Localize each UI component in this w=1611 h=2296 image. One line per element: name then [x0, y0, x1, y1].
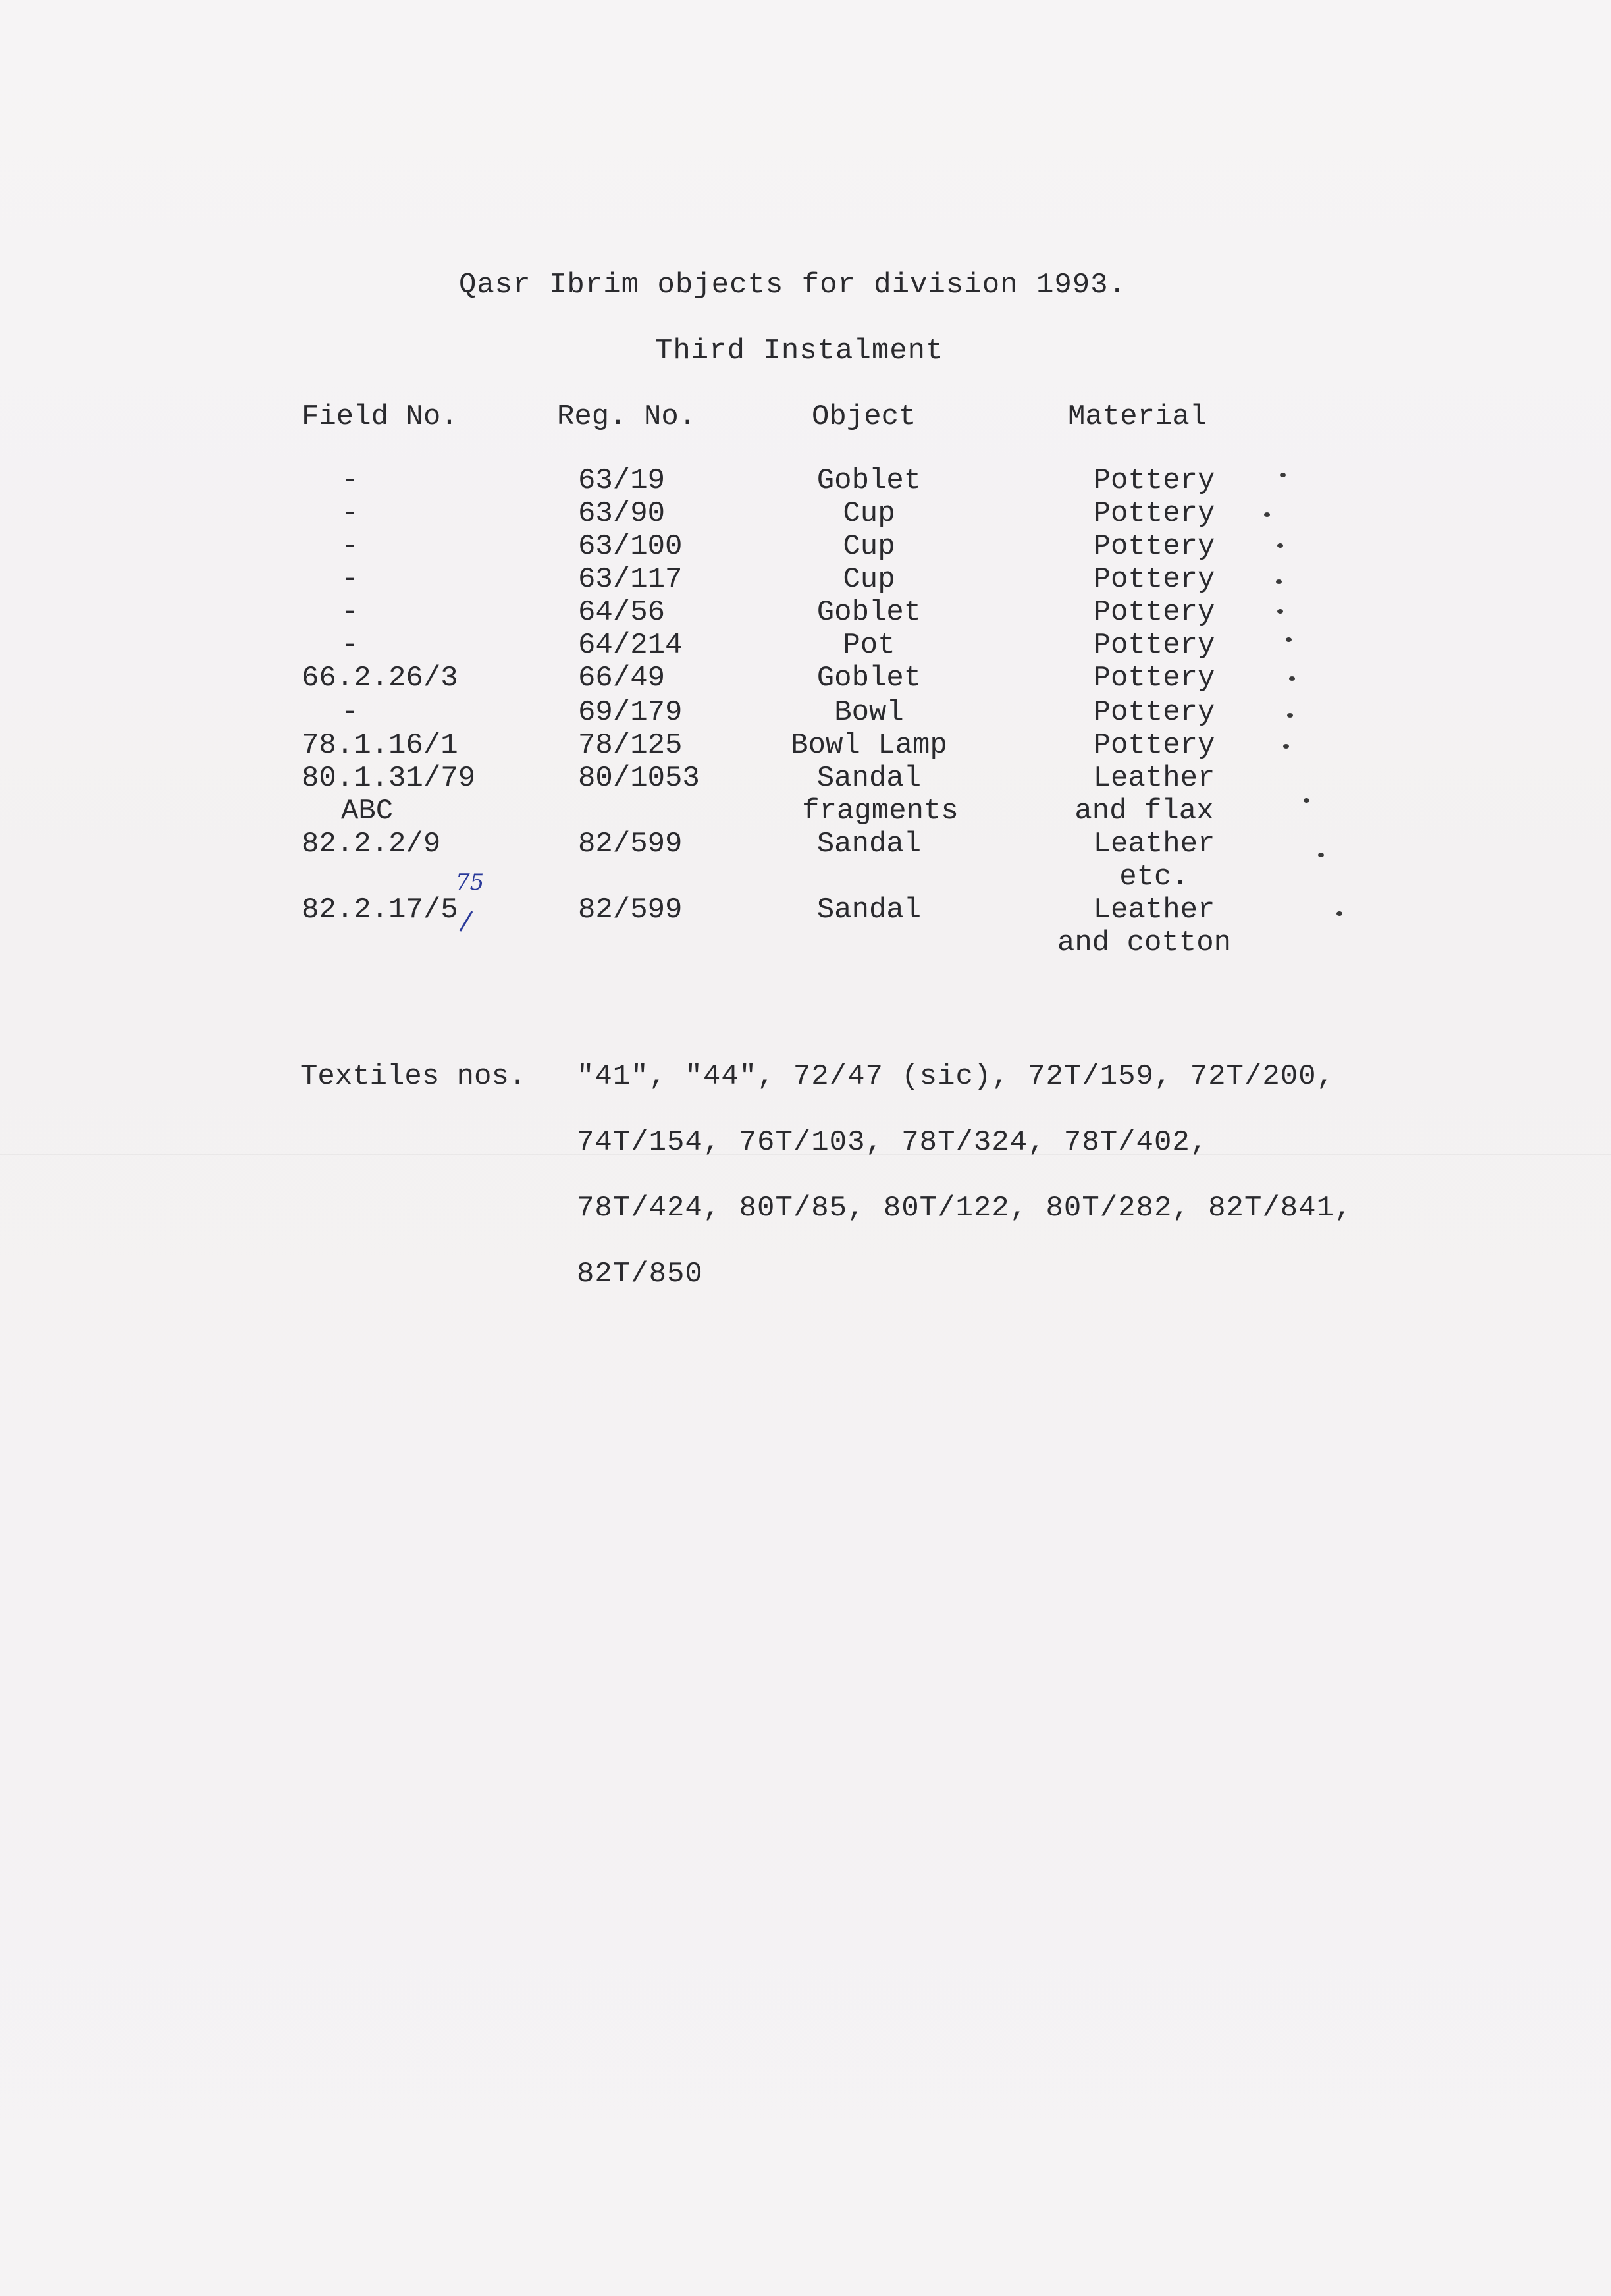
document-title: Qasr Ibrim objects for division 1993.	[459, 269, 1126, 302]
field-no-cell: 82.2.17/5	[302, 894, 458, 926]
reg-no-cell: 78/125	[578, 729, 683, 762]
reg-no-cell: 63/100	[578, 530, 683, 563]
textiles-line: 74T/154, 76T/103, 78T/324, 78T/402,	[577, 1126, 1209, 1159]
textiles-line: 82T/850	[577, 1258, 703, 1291]
object-cell: Cup	[843, 563, 895, 596]
material-cell: Pottery	[1093, 629, 1215, 662]
reg-no-cell: 63/19	[578, 464, 666, 497]
material-cell: and cotton	[1057, 926, 1232, 959]
field-no-cell: -	[341, 696, 359, 729]
textiles-label: Textiles nos.	[300, 1060, 527, 1093]
header-reg-no: Reg. No.	[557, 400, 697, 433]
field-no-cell: -	[341, 596, 359, 629]
reg-no-cell: 80/1053	[578, 762, 700, 795]
pencil-tick-mark	[1277, 609, 1283, 614]
object-cell: Sandal	[816, 894, 922, 926]
reg-no-cell: 82/599	[578, 828, 683, 861]
field-no-cell: -	[341, 530, 359, 563]
reg-no-cell: 64/214	[578, 629, 683, 662]
object-cell: Goblet	[816, 464, 922, 497]
field-no-cell: -	[341, 464, 359, 497]
object-cell: Sandal	[816, 828, 922, 861]
material-cell: Pottery	[1093, 662, 1215, 695]
pencil-tick-mark	[1280, 473, 1286, 477]
field-no-cell: -	[341, 497, 359, 530]
material-cell: Pottery	[1093, 497, 1215, 530]
reg-no-cell: 66/49	[578, 662, 666, 695]
pencil-tick-mark	[1276, 579, 1282, 584]
material-cell: Pottery	[1093, 464, 1215, 497]
material-cell: Pottery	[1093, 729, 1215, 762]
header-field-no: Field No.	[302, 400, 458, 433]
reg-no-cell: 63/90	[578, 497, 666, 530]
object-cell: Bowl Lamp	[791, 729, 947, 762]
material-cell: Leather	[1093, 894, 1215, 926]
pencil-tick-mark	[1287, 713, 1293, 718]
object-cell: Bowl	[834, 696, 904, 729]
object-cell: Cup	[843, 530, 895, 563]
material-cell: Pottery	[1093, 696, 1215, 729]
handwritten-correction: 75	[456, 869, 485, 895]
header-material: Material	[1068, 400, 1207, 433]
material-cell: Pottery	[1093, 563, 1215, 596]
field-no-cell: 82.2.2/9	[302, 828, 441, 861]
pencil-tick-mark	[1264, 512, 1270, 517]
material-cell: Pottery	[1093, 596, 1215, 629]
pencil-tick-mark	[1277, 543, 1283, 548]
reg-no-cell: 69/179	[578, 696, 683, 729]
field-no-cell: ABC	[341, 795, 394, 828]
material-cell: Pottery	[1093, 530, 1215, 563]
pencil-tick-mark	[1286, 637, 1292, 642]
object-cell: Goblet	[816, 662, 922, 695]
handwritten-overwrite-mark	[458, 907, 475, 934]
field-no-cell: 66.2.26/3	[302, 662, 458, 695]
material-cell: Leather	[1093, 762, 1215, 795]
object-cell: Sandal	[816, 762, 922, 795]
pencil-tick-mark	[1336, 911, 1342, 916]
reg-no-cell: 63/117	[578, 563, 683, 596]
textiles-line: 78T/424, 80T/85, 80T/122, 80T/282, 82T/841,	[577, 1192, 1353, 1225]
textiles-line: "41", "44", 72/47 (sic), 72T/159, 72T/200,	[577, 1060, 1334, 1093]
field-no-cell: -	[341, 563, 359, 596]
pencil-tick-mark	[1318, 853, 1324, 857]
material-cell: etc.	[1119, 861, 1189, 894]
material-cell: and flax	[1074, 795, 1214, 828]
object-cell: fragments	[802, 795, 959, 828]
pencil-tick-mark	[1304, 798, 1309, 803]
field-no-cell: 80.1.31/79	[302, 762, 476, 795]
object-cell: Goblet	[816, 596, 922, 629]
object-cell: Cup	[843, 497, 895, 530]
field-no-cell: -	[341, 629, 359, 662]
object-cell: Pot	[843, 629, 895, 662]
material-cell: Leather	[1093, 828, 1215, 861]
pencil-tick-mark	[1283, 744, 1289, 749]
reg-no-cell: 82/599	[578, 894, 683, 926]
document-subtitle: Third Instalment	[655, 334, 944, 367]
reg-no-cell: 64/56	[578, 596, 666, 629]
field-no-cell: 78.1.16/1	[302, 729, 458, 762]
pencil-tick-mark	[1289, 676, 1295, 681]
header-object: Object	[812, 400, 916, 433]
